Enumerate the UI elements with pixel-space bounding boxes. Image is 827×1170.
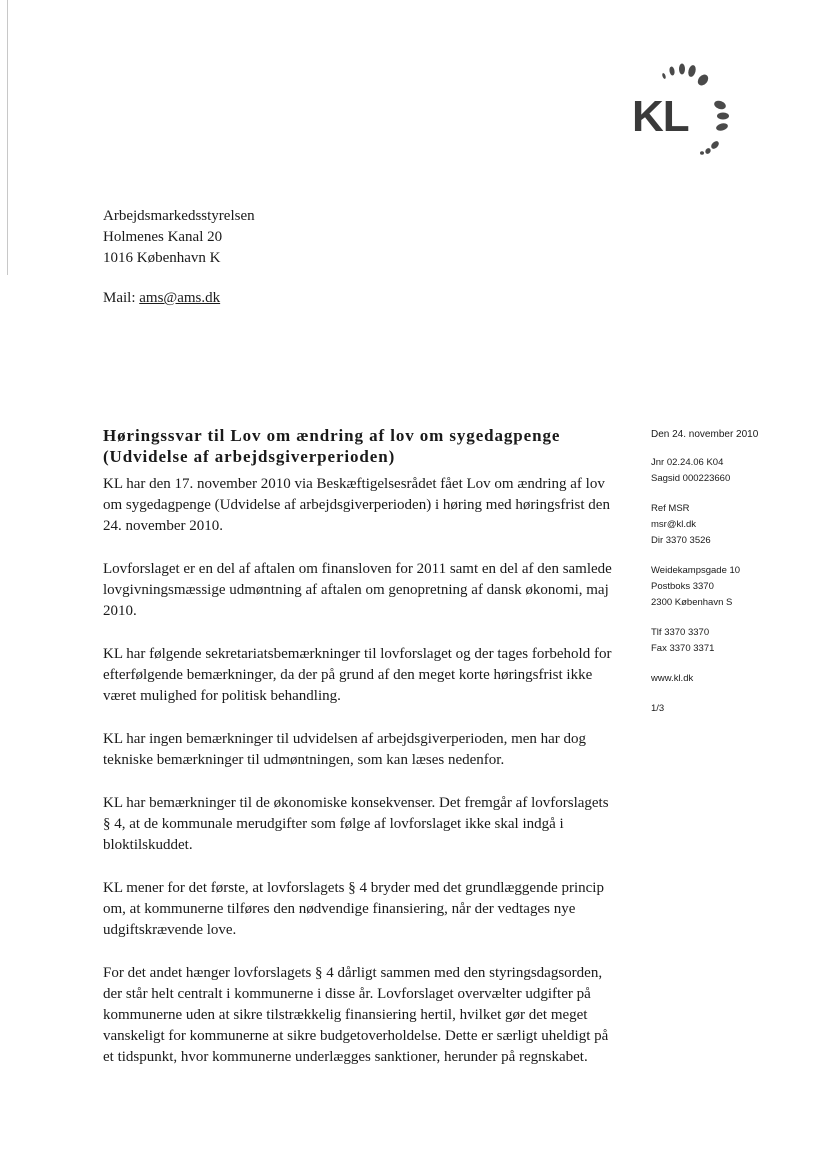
margin-line xyxy=(7,0,8,275)
sender-postbox: Postboks 3370 xyxy=(651,581,714,592)
case-id: Sagsid 000223660 xyxy=(651,473,731,484)
mail-label: Mail: xyxy=(103,290,136,306)
sender-website: www.kl.dk xyxy=(651,673,694,684)
letter-body xyxy=(103,474,613,1090)
sender-city: 2300 København S xyxy=(651,597,733,608)
body-paragraph: KL har ingen bemærkninger til udvidelsen af arbejdsgiverperioden, men har dog tekniske bemærkninger til udmøntningen, som kan læses nedenfor. xyxy=(103,731,587,768)
body-paragraph: KL mener for det første, at lovforslagets § 4 bryder med det grundlæggende princip om, at kommunerne tilføres den nødvendige finansiering, når der vedtages nye udgiftskrævende love. xyxy=(103,880,604,938)
body-paragraph: For det andet hænger lovforslagets § 4 dårligt sammen med den styringsdagsorden, der står helt centralt i kommunerne i disse år. Lovforslaget overvælter udgifter på kommunerne uden at sikre tilstrækkelig finansiering hertil, hvilket gør det meget vanskeligt for kommunerne at sikre budgetoverholdelse. Dette er særligt uheldigt på et tidspunkt, hvor kommunerne underlægges sanktioner, herunder på regnskabet. xyxy=(103,965,609,1065)
letter-subject: Høringssvar til Lov om ændring af lov om sygedagpenge (Udvidelse af arbejdsgiverperioden) xyxy=(103,426,561,466)
body-paragraph: KL har bemærkninger til de økonomiske konsekvenser. Det fremgår af lovforslagets § 4, at de kommunale merudgifter som følge af lovforslaget ikke skal indgå i bloktilskuddet. xyxy=(103,795,609,853)
kl-logo-text: KL xyxy=(632,92,689,141)
recipient-line: 1016 København K xyxy=(103,250,221,266)
direct-phone: Dir 3370 3526 xyxy=(651,535,711,546)
journal-number: Jnr 02.24.06 K04 xyxy=(651,457,724,468)
letter-date: Den 24. november 2010 xyxy=(651,429,759,440)
sender-street: Weidekampsgade 10 xyxy=(651,565,741,576)
page-number: 1/3 xyxy=(651,703,665,714)
mail-address-link[interactable]: ams@ams.dk xyxy=(139,290,221,306)
body-paragraph: KL har følgende sekretariatsbemærkninger til lovforslaget og der tages forbehold for efterfølgende bemærkninger, da der på grund af den meget korte høringsfrist ikke været mulighed for politisk behandling. xyxy=(103,646,612,704)
body-paragraph: KL har den 17. november 2010 via Beskæftigelsesrådet fået Lov om ændring af lov om sygedagpenge (Udvidelse af arbejdsgiverperioden) i høring med høringsfrist den 24. november 2010. xyxy=(103,476,610,534)
sender-phone: Tlf 3370 3370 xyxy=(651,627,710,638)
recipient-line: Arbejdsmarkedsstyrelsen xyxy=(103,208,255,224)
kl-logo xyxy=(628,58,738,163)
sender-sidebar xyxy=(651,427,758,731)
recipient-mail xyxy=(103,288,220,309)
sender-fax: Fax 3370 3371 xyxy=(651,643,715,654)
body-paragraph: Lovforslaget er en del af aftalen om finansloven for 2011 samt en del af den samlede lovgivningsmæssige udmøntning af aftalen om genopretning af dansk økonomi, maj 2010. xyxy=(103,561,612,619)
recipient-line: Holmenes Kanal 20 xyxy=(103,229,223,245)
recipient-address xyxy=(103,206,255,269)
reference: Ref MSR xyxy=(651,503,690,514)
sender-email: msr@kl.dk xyxy=(651,519,697,530)
